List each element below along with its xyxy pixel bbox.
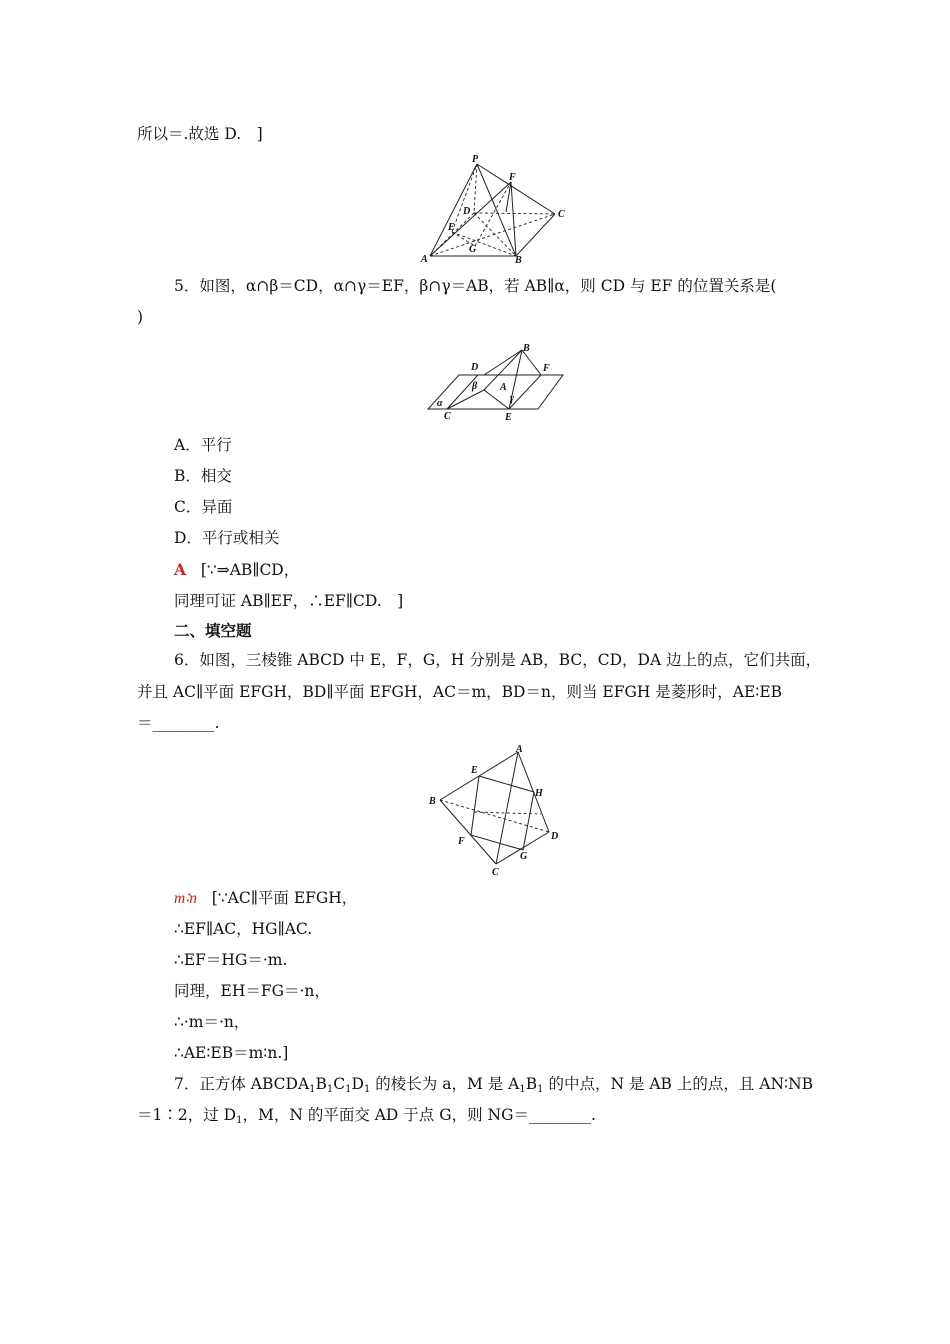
pyr-label-b: B: [515, 255, 522, 264]
q7-text: 的中点，N 是 AB 上的点，且 AN∶NB: [543, 1075, 814, 1093]
q5-answer: A: [174, 560, 187, 579]
q7-sub: 1: [309, 1084, 316, 1095]
q6-line1: [174, 650, 821, 670]
q6-solution-line2: ∴EF∥AC，HG∥AC.: [174, 920, 313, 938]
q7-text: B: [525, 1075, 538, 1093]
q6-solution-line3: ∴EF＝HG＝·m.: [174, 951, 288, 969]
pyr-label-p: P: [472, 154, 479, 165]
q6-number: 6．: [174, 651, 200, 669]
prev-answer-tail: 所以＝.故选 D. ]: [137, 125, 263, 143]
tet-label-h: H: [535, 788, 543, 799]
q6-solution-line6: ∴AE∶EB＝m∶n.]: [174, 1044, 289, 1062]
pyramid-edges: [430, 164, 555, 256]
section-heading: 二、填空题: [174, 621, 252, 640]
q7-sub: 1: [537, 1084, 544, 1095]
pl-label-beta: β: [472, 381, 478, 392]
planes-figure: [424, 340, 568, 424]
pyr-label-e: E: [448, 222, 455, 233]
q7-text: ＝1∶2，过 D: [137, 1106, 237, 1124]
q7-text: 的棱长为 a，M 是 A: [370, 1075, 520, 1093]
pyramid-figure: [418, 152, 578, 264]
q7-text: 正方体 ABCDA: [199, 1075, 310, 1093]
q6-line1-text: 如图，三棱锥 ABCD 中 E，F，G，H 分别是 AB，BC，CD，DA 边上的点，它们共面，: [199, 651, 822, 669]
q7-sub: 1: [519, 1084, 526, 1095]
q6-solution-line5: ∴·m＝·n，: [174, 1013, 250, 1031]
pl-label-d: D: [471, 362, 479, 373]
q5-stem-text: 如图，α∩β＝CD，α∩γ＝EF，β∩γ＝AB，若 AB∥α，则 CD 与 EF 的位置关系是(: [199, 277, 777, 295]
tet-label-f: F: [458, 836, 465, 847]
q5-solution-line1: [174, 560, 299, 580]
pyr-label-g: G: [469, 244, 477, 255]
tet-label-b: B: [429, 796, 436, 807]
q7-sub: 1: [326, 1084, 334, 1095]
q7-text: ，M，N 的平面交 AD 于点 G，则 NG＝________.: [242, 1106, 596, 1124]
q6-line2: 并且 AC∥平面 EFGH，BD∥平面 EFGH，AC＝m，BD＝n，则当 EFGH 是菱形时，AE∶EB: [137, 683, 783, 701]
q5-sol-1: [∵⇒AB∥CD，: [200, 561, 300, 579]
pl-label-e: E: [505, 412, 512, 423]
q6-solution-line4: 同理，EH＝FG＝·n，: [174, 982, 330, 1000]
tet-label-d: D: [551, 831, 559, 842]
q7-text: D: [351, 1075, 364, 1093]
tet-label-a: A: [516, 744, 523, 755]
q5-number: 5．: [174, 277, 200, 295]
tet-label-e: E: [471, 765, 478, 776]
q6-line3: ＝________.: [137, 714, 220, 732]
tetrahedron-edges: [440, 752, 549, 864]
q7-text: C: [333, 1075, 346, 1093]
q7-sub: 1: [363, 1084, 371, 1095]
pl-label-gamma: γ: [510, 393, 515, 404]
q5-option-b: B．相交: [174, 467, 232, 485]
q5-stem-tail: ): [137, 308, 144, 326]
pl-label-b: B: [523, 343, 530, 354]
tet-label-c: C: [492, 867, 499, 878]
pyr-label-f: F: [509, 172, 516, 183]
pl-label-f: F: [543, 363, 550, 374]
q5-option-a: A．平行: [174, 436, 232, 454]
q7-number: 7．: [174, 1075, 200, 1093]
pyr-label-d: D: [463, 206, 471, 217]
pl-label-alpha: α: [437, 398, 443, 409]
q5-stem: [174, 276, 776, 296]
q7-text: B: [315, 1075, 327, 1093]
q5-option-c: C．异面: [174, 498, 233, 516]
pl-label-a: A: [500, 382, 507, 393]
q7-sub: 1: [236, 1115, 243, 1126]
tet-label-g: G: [520, 851, 528, 862]
q7-line1: [174, 1074, 813, 1094]
q5-option-d: D．平行或相关: [174, 529, 280, 547]
pyr-label-a: A: [421, 254, 428, 264]
q6-answer: m∶n: [174, 890, 197, 907]
pyr-label-c: C: [558, 209, 565, 220]
pl-label-c: C: [444, 411, 451, 422]
q5-solution-line2: 同理可证 AB∥EF，∴EF∥CD. ]: [174, 592, 404, 610]
tetrahedron-figure: [424, 740, 564, 878]
planes-lines: [428, 350, 563, 409]
q6-sol-1: [∵AC∥平面 EFGH，: [211, 889, 358, 907]
q6-solution-line1: [174, 888, 357, 909]
q7-sub: 1: [345, 1084, 352, 1095]
q7-line2: [137, 1105, 596, 1125]
